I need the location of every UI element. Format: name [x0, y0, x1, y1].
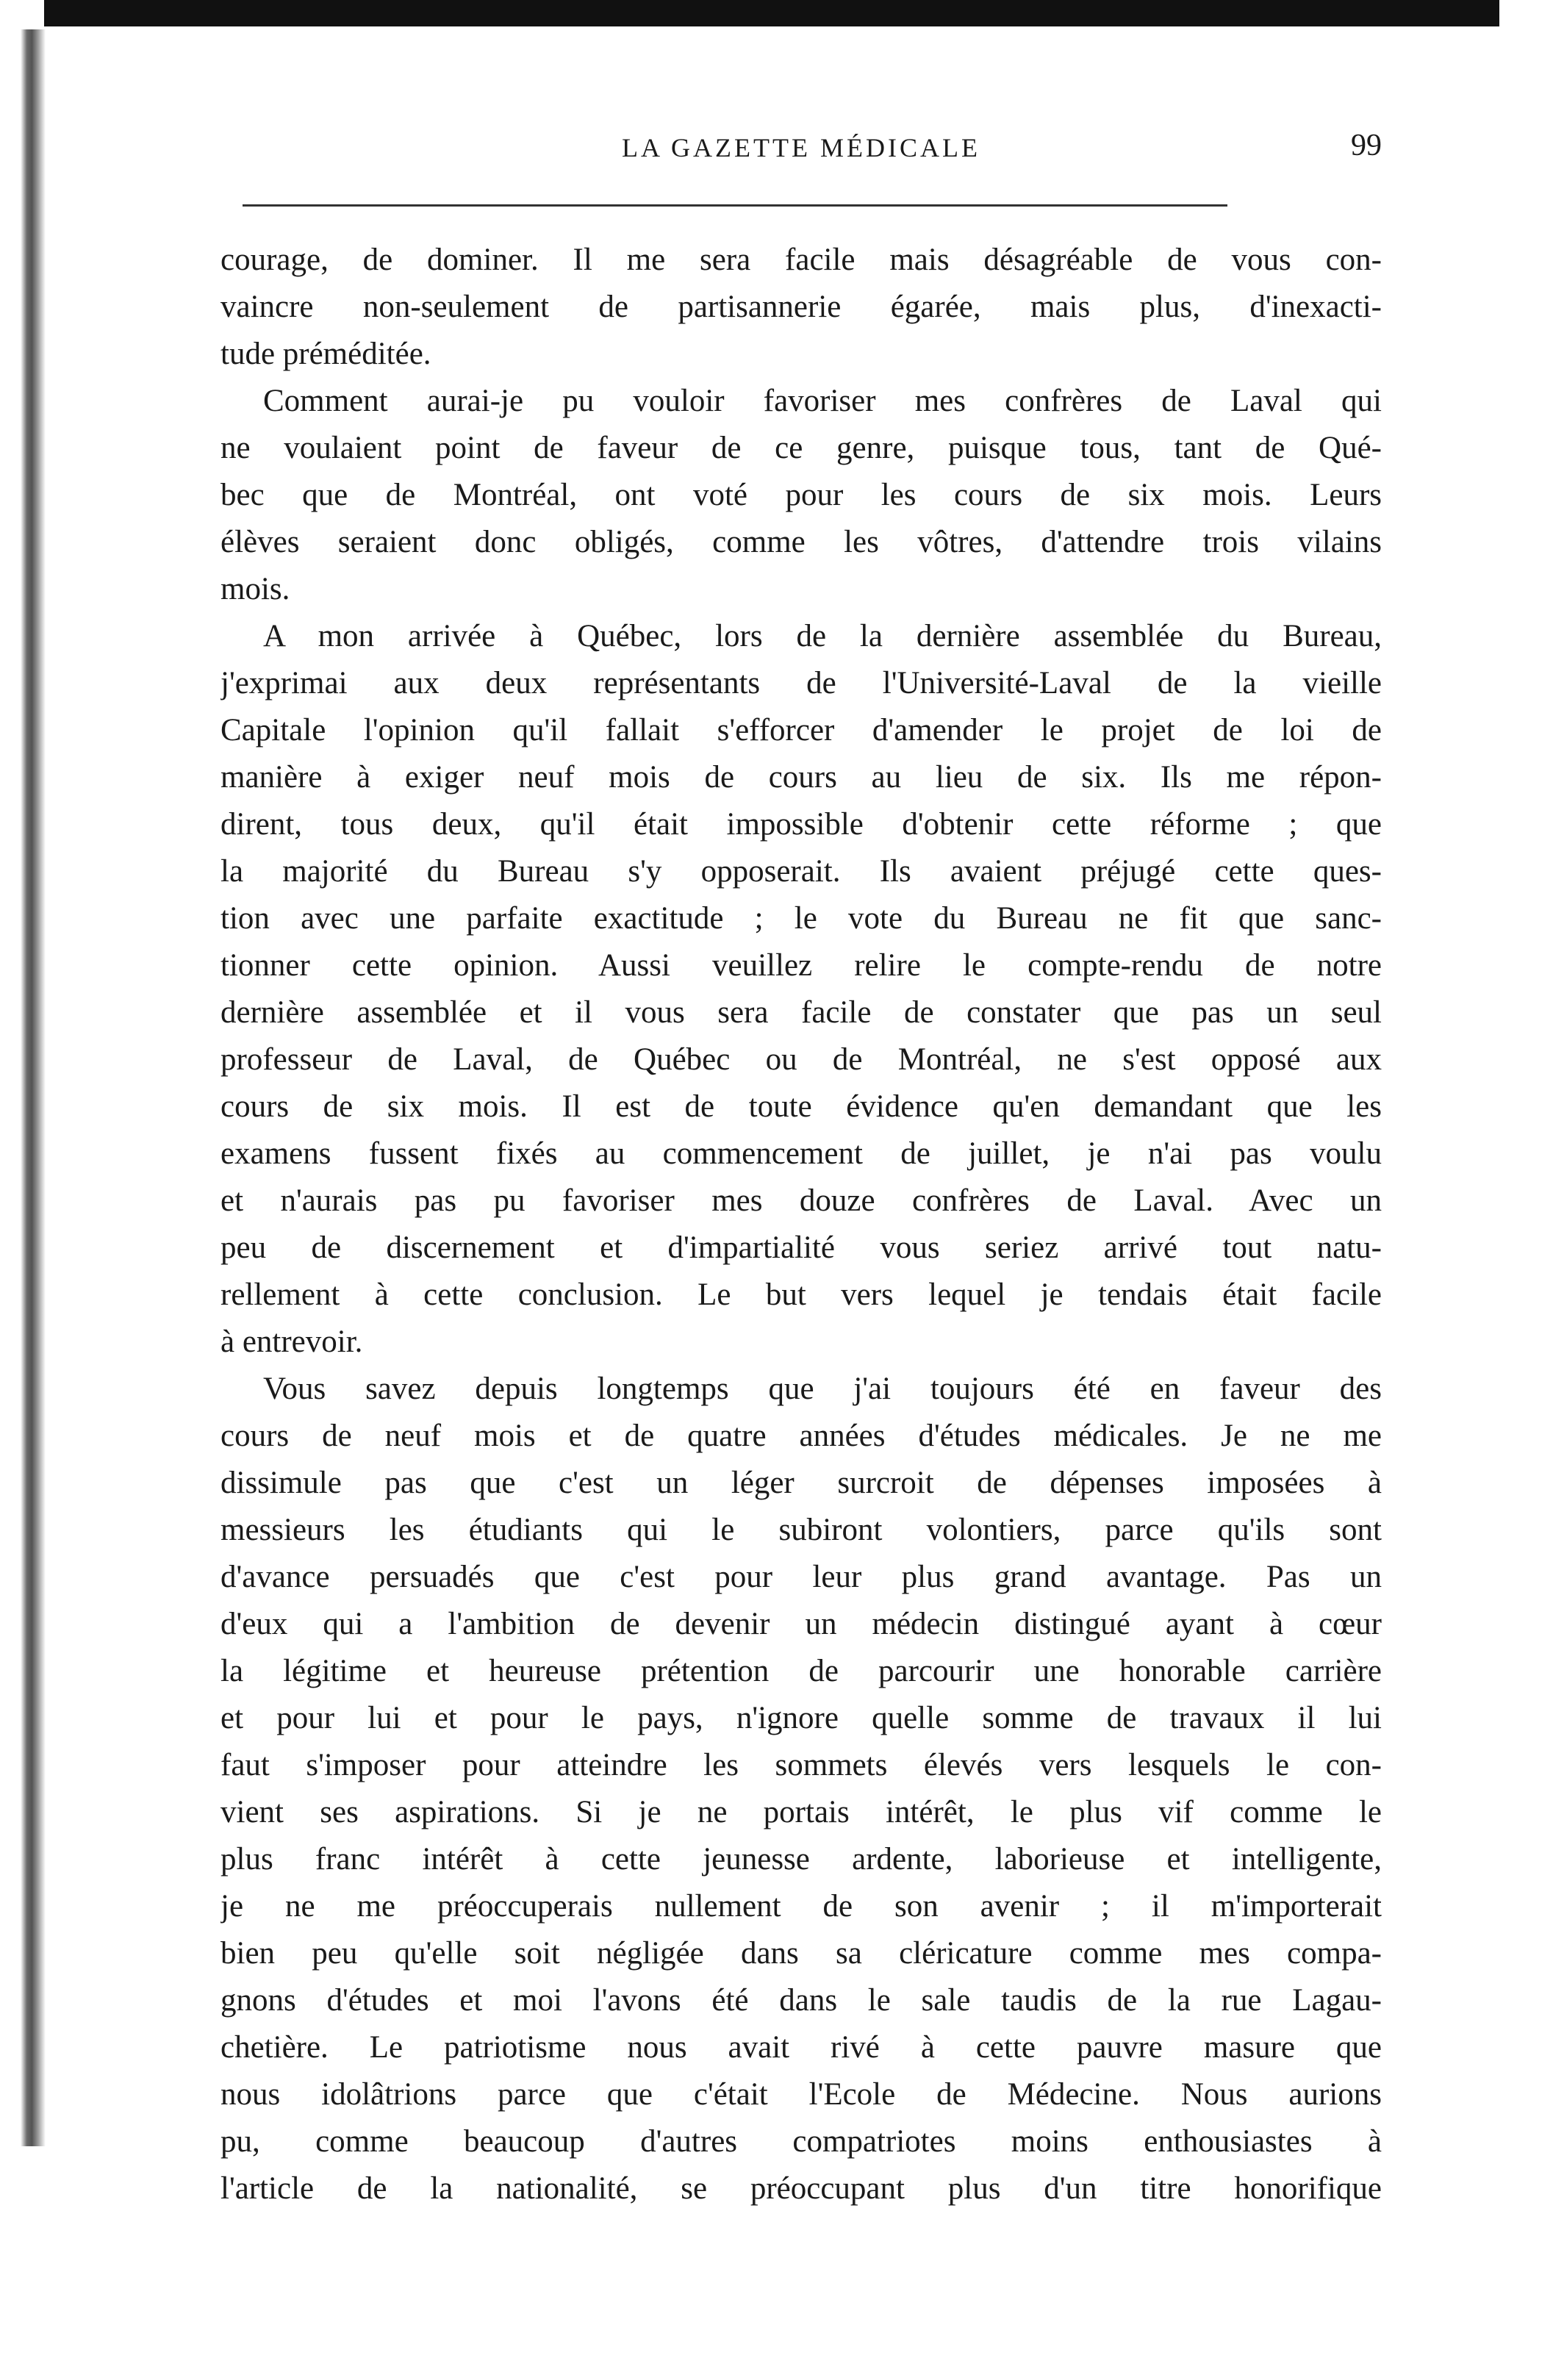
text-line: d'eux qui a l'ambition de devenir un médecin distingué ayant à cœur	[220, 1607, 1382, 1641]
header-rule	[243, 204, 1227, 207]
text-line: plus franc intérêt à cette jeunesse ardente, laborieuse et intelligente,	[220, 1842, 1382, 1877]
text-line: chetière. Le patriotisme nous avait rivé à cette pauvre masure que	[220, 2030, 1382, 2065]
text-line: et pour lui et pour le pays, n'ignore quelle somme de travaux il lui	[220, 1701, 1382, 1735]
text-line: élèves seraient donc obligés, comme les vôtres, d'attendre trois vilains	[220, 525, 1382, 559]
running-title: LA GAZETTE MÉDICALE	[622, 133, 980, 162]
text-line: tionner cette opinion. Aussi veuillez relire le compte-rendu de notre	[220, 948, 1382, 983]
text-line: rellement à cette conclusion. Le but vers lequel je tendais était facile	[220, 1277, 1382, 1312]
text-line: pu, comme beaucoup d'autres compatriotes moins enthousiastes à	[220, 2124, 1382, 2159]
text-line: professeur de Laval, de Québec ou de Montréal, ne s'est opposé aux	[220, 1042, 1382, 1077]
binding-edge-shadow	[21, 29, 46, 2146]
text-line: à entrevoir.	[220, 1325, 363, 1359]
text-line: dissimule pas que c'est un léger surcroit de dépenses imposées à	[220, 1466, 1382, 1500]
text-line: d'avance persuadés que c'est pour leur plus grand avantage. Pas un	[220, 1560, 1382, 1594]
text-line: examens fussent fixés au commencement de juillet, je n'ai pas voulu	[220, 1136, 1382, 1171]
text-line: je ne me préoccuperais nullement de son avenir ; il m'importerait	[220, 1889, 1382, 1924]
text-line: peu de discernement et d'impartialité vous seriez arrivé tout natu-	[220, 1230, 1382, 1265]
text-line: la majorité du Bureau s'y opposerait. Ils avaient préjugé cette ques-	[220, 854, 1382, 889]
text-line: nous idolâtrions parce que c'était l'Ecole de Médecine. Nous aurions	[220, 2077, 1382, 2112]
text-line: tion avec une parfaite exactitude ; le vote du Bureau ne fit que sanc-	[220, 901, 1382, 936]
text-line: vaincre non-seulement de partisannerie égarée, mais plus, d'inexacti-	[220, 290, 1382, 324]
text-line: cours de six mois. Il est de toute évidence qu'en demandant que les	[220, 1089, 1382, 1124]
text-line: et n'aurais pas pu favoriser mes douze confrères de Laval. Avec un	[220, 1183, 1382, 1218]
text-line: l'article de la nationalité, se préoccupant plus d'un titre honorifique	[220, 2171, 1382, 2206]
running-head	[220, 129, 1382, 176]
text-line: tude préméditée.	[220, 337, 431, 371]
text-line: Capitale l'opinion qu'il fallait s'efforcer d'amender le projet de loi de	[220, 713, 1382, 748]
text-line: j'exprimai aux deux représentants de l'Université-Laval de la vieille	[220, 666, 1382, 700]
text-line: la légitime et heureuse prétention de parcourir une honorable carrière	[220, 1654, 1382, 1688]
text-line: mois.	[220, 572, 290, 606]
text-line: Comment aurai-je pu vouloir favoriser mes confrères de Laval qui	[263, 384, 1382, 418]
text-line: vient ses aspirations. Si je ne portais intérêt, le plus vif comme le	[220, 1795, 1382, 1829]
body-text	[220, 237, 1382, 2212]
text-line: dernière assemblée et il vous sera facile de constater que pas un seul	[220, 995, 1382, 1030]
text-line: gnons d'études et moi l'avons été dans le sale taudis de la rue Lagau-	[220, 1983, 1382, 2018]
text-line: courage, de dominer. Il me sera facile mais désagréable de vous con-	[220, 243, 1382, 277]
text-line: bien peu qu'elle soit négligée dans sa cléricature comme mes compa-	[220, 1936, 1382, 1971]
page-top-border	[44, 0, 1499, 26]
text-line: A mon arrivée à Québec, lors de la dernière assemblée du Bureau,	[263, 619, 1382, 653]
text-line: bec que de Montréal, ont voté pour les cours de six mois. Leurs	[220, 478, 1382, 512]
text-line: ne voulaient point de faveur de ce genre, puisque tous, tant de Qué-	[220, 431, 1382, 465]
text-line: dirent, tous deux, qu'il était impossible d'obtenir cette réforme ; que	[220, 807, 1382, 842]
text-line: manière à exiger neuf mois de cours au lieu de six. Ils me répon-	[220, 760, 1382, 795]
text-line: faut s'imposer pour atteindre les sommets élevés vers lesquels le con-	[220, 1748, 1382, 1782]
text-line: cours de neuf mois et de quatre années d'études médicales. Je ne me	[220, 1419, 1382, 1453]
text-line: Vous savez depuis longtemps que j'ai toujours été en faveur des	[263, 1372, 1382, 1406]
text-line: messieurs les étudiants qui le subiront volontiers, parce qu'ils sont	[220, 1513, 1382, 1547]
page-number: 99	[1351, 129, 1382, 162]
